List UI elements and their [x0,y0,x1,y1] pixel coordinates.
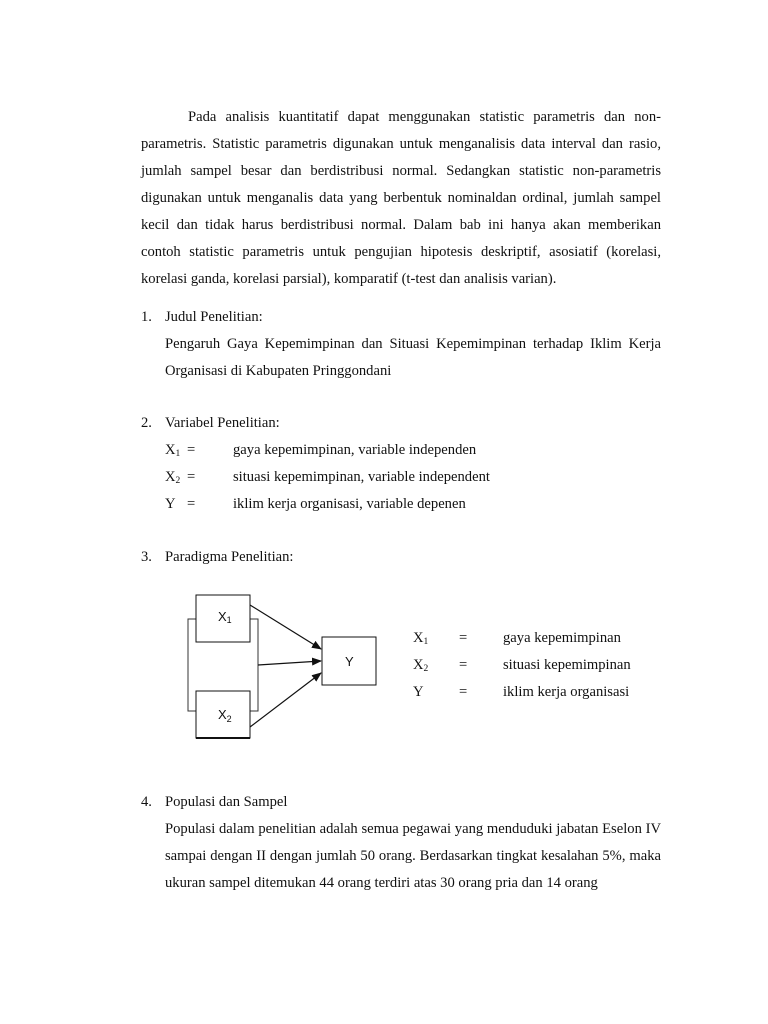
intro-text: Pada analisis kuantitatif dapat menggunakan statistic parametris dan non-parametris. Statistic parametris digunakan untuk menganalisis data interval dan rasio, jumlah sampel besar dan berdistribusi normal. Sedangkan statistic non-parametris digunakan untuk menganalis data yang berbentuk nominaldan ordinal, jumlah sampel kecil dan tidak harus berdistribusi normal. Dalam bab ini hanya akan memberikan contoh statistic parametris untuk pengujian hipotesis deskriptif, asosiatif (korelasi, korelasi ganda, korelasi parsial), komparatif (t-test dan analisis varian). [141,109,661,287]
section-1-title: Judul Penelitian: [165,309,263,325]
x2-box-label: $X_2$ [218,707,232,724]
section-2-title: Variabel Penelitian: [165,415,280,431]
variable-description: gaya kepemimpinan, variable independen [233,442,477,458]
section-4-body: Populasi dalam penelitian adalah semua pegawai yang menduduki jabatan Eselon IV sampai dengan II dengan jumlah 50 orang. Berdasarkan tingkat kesalahan 5%, maka ukuran sampel ditemukan 44 orang terdiri atas 30 orang pria dan 14 orang [165,821,661,891]
variable-equals: = [187,496,196,512]
variable-equals: = [187,469,196,485]
section-4-number: 4. [141,794,152,810]
legend-description: situasi kepemimpinan [503,657,631,673]
section-1-body: Pengaruh Gaya Kepemimpinan dan Situasi Kepemimpinan terhadap Iklim Kerja Organisasi di Kabupaten Pringgondani [165,336,661,379]
legend-row-x2 [413,652,673,679]
section-4-title: Populasi dan Sampel [165,794,288,810]
variable-symbol: Y [165,496,176,512]
section-3-number: 3. [141,549,152,565]
legend-description: iklim kerja organisasi [503,684,630,700]
legend-equals: = [459,630,468,646]
paradigm-diagram [180,585,390,750]
arrow-bracket-to-y [258,661,321,665]
variable-row-y [165,491,665,518]
variable-description: iklim kerja organisasi, variable depenen [233,496,466,512]
legend-row-y [413,679,673,706]
variable-row-x1 [165,437,665,464]
arrow-x2-to-y [250,673,321,727]
legend-symbol: $X_2$ [413,657,429,674]
legend-row-x1 [413,625,673,652]
intro-paragraph [141,104,661,293]
variable-symbol: $X_2$ [165,469,181,486]
variable-equals: = [187,442,196,458]
section-2-number: 2. [141,415,152,431]
y-box-label: Y [345,654,354,669]
variable-row-x2 [165,464,665,491]
legend-symbol: $X_1$ [413,630,429,647]
section-3-title: Paradigma Penelitian: [165,549,294,565]
legend-symbol: Y [413,684,424,700]
section-1-number: 1. [141,309,152,325]
x1-box-label: X1 [218,609,232,625]
legend-equals: = [459,684,468,700]
legend-equals: = [459,657,468,673]
variable-symbol: $X_1$ [165,442,181,459]
arrow-x1-to-y [250,605,321,649]
legend-description: gaya kepemimpinan [503,630,621,646]
variable-description: situasi kepemimpinan, variable independent [233,469,490,485]
